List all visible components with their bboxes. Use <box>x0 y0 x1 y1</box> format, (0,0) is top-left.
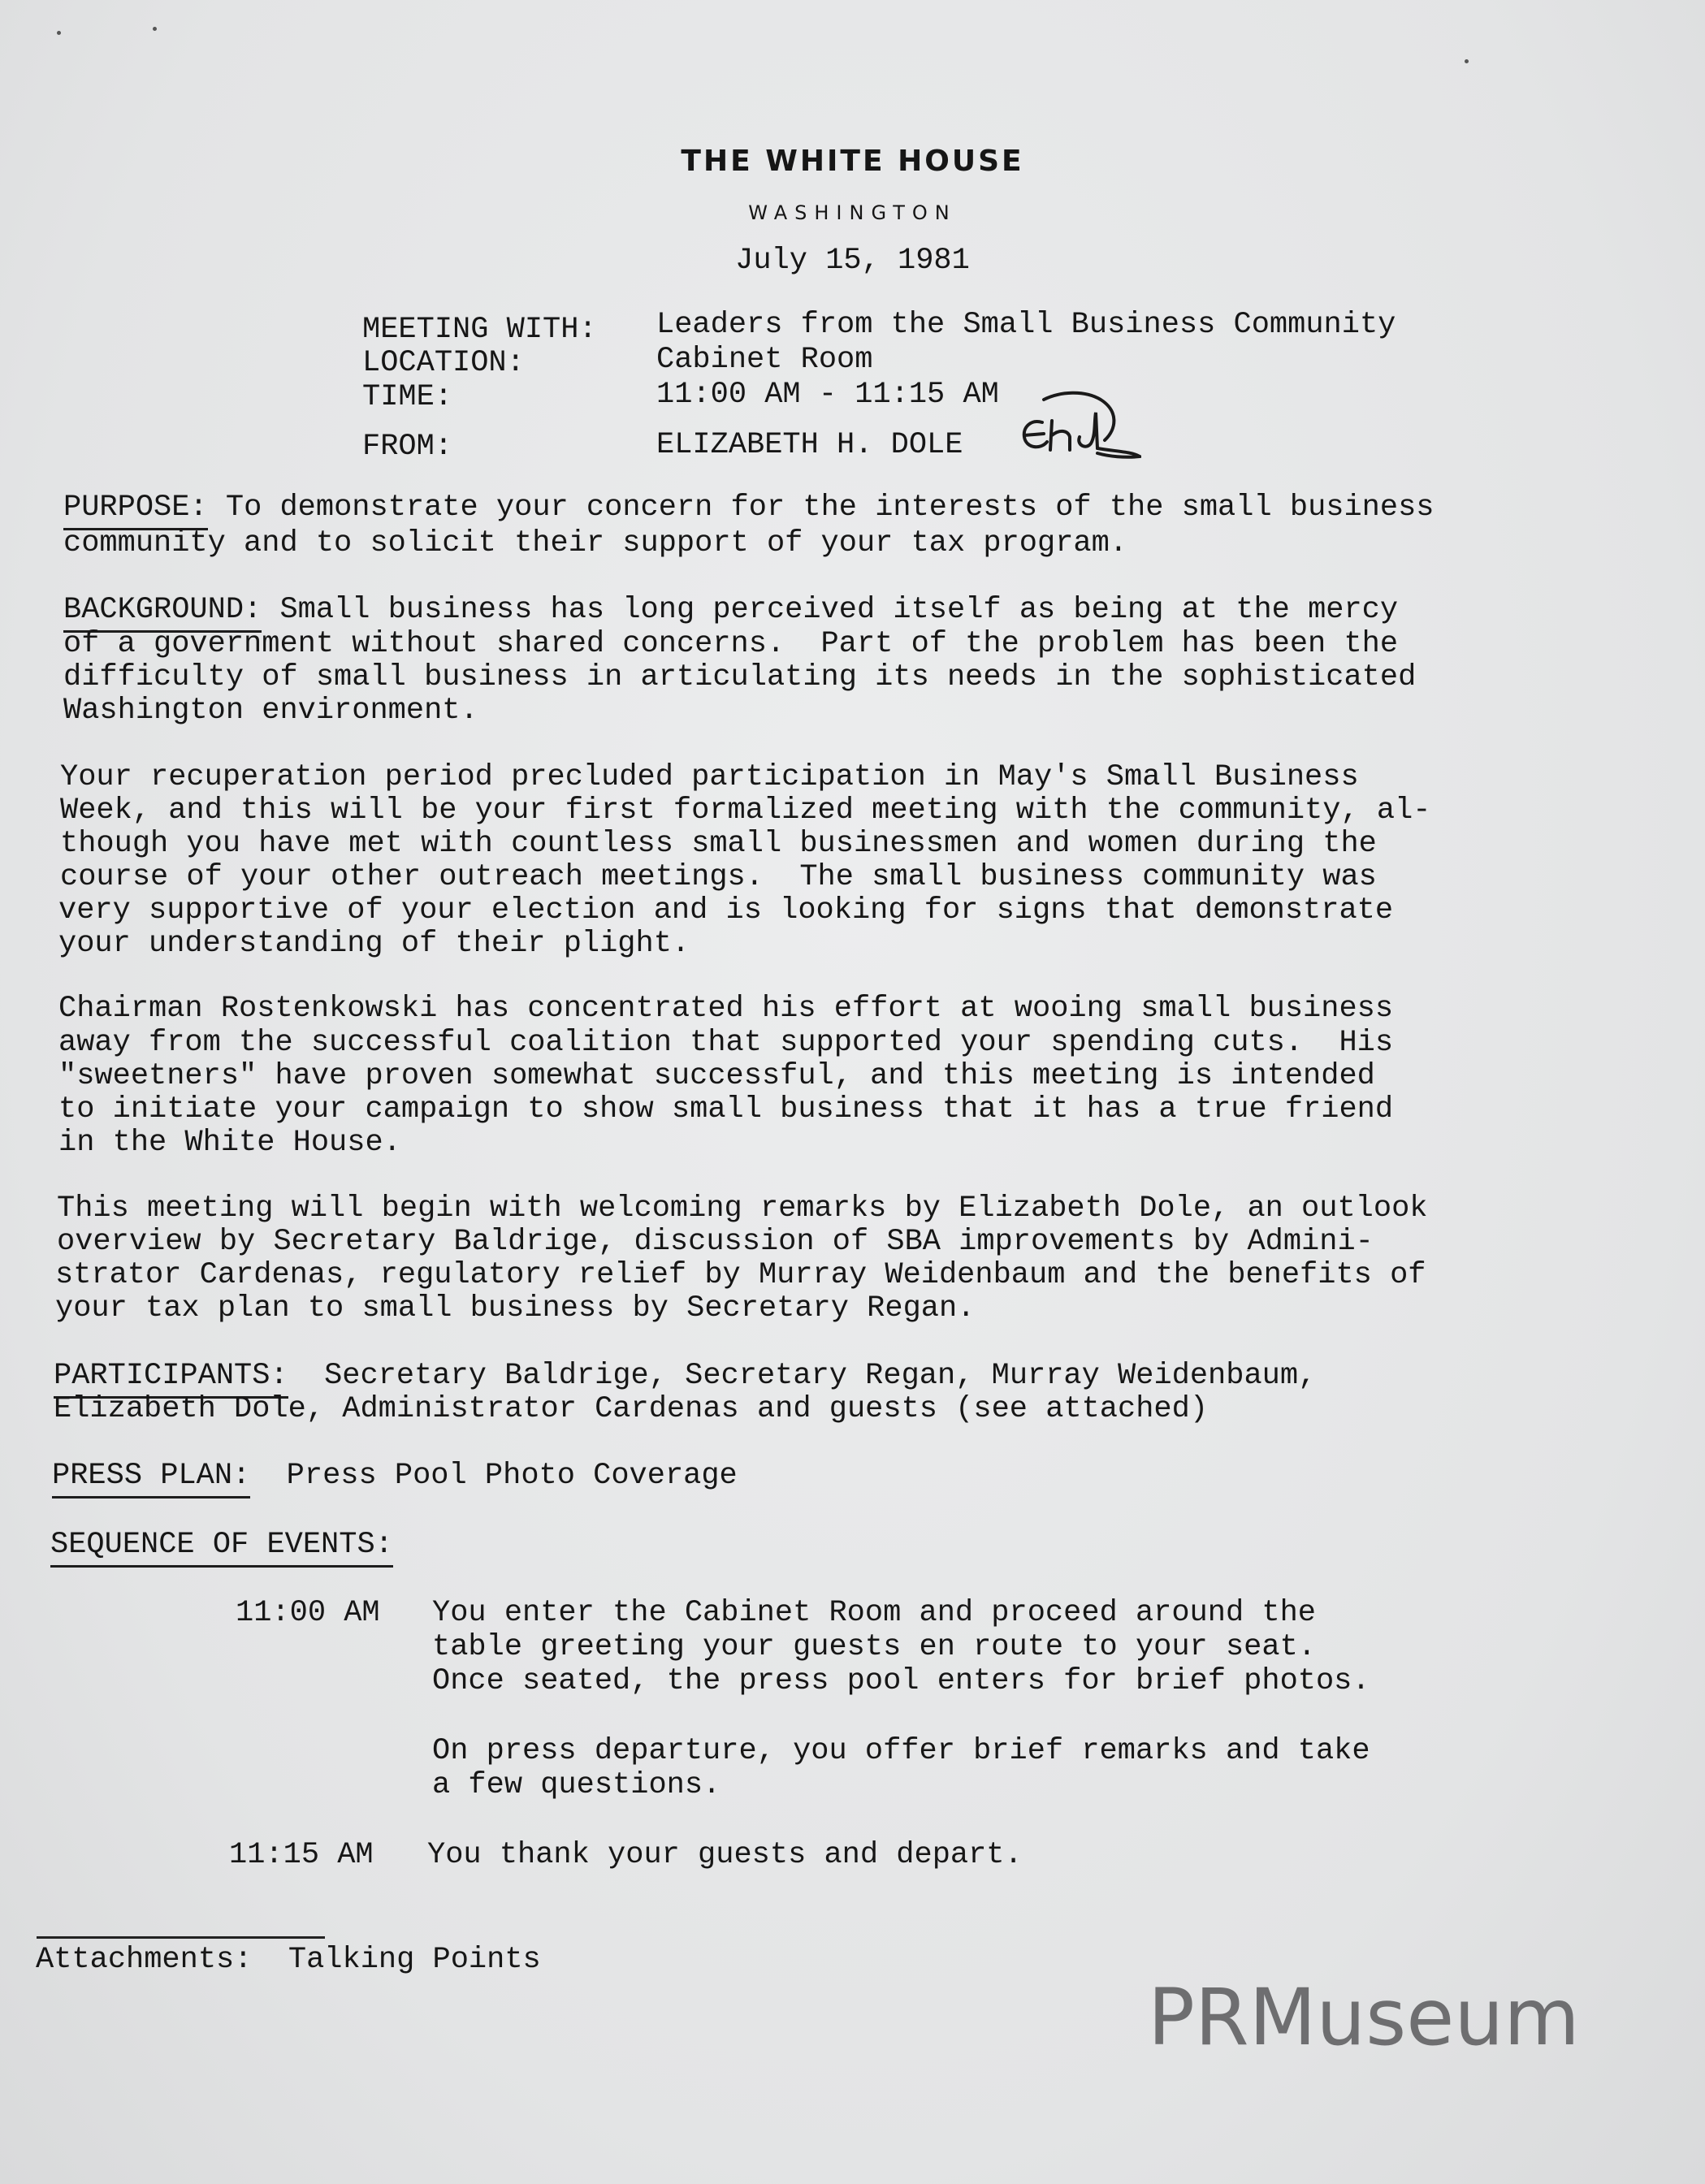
meeting-with-label: MEETING WITH: <box>362 313 597 347</box>
background-line: of a government without shared concerns. Part of the problem has been the <box>63 627 1399 661</box>
purpose-line: PURPOSE: To demonstrate your concern for the interests of the small business <box>63 491 1435 525</box>
event-line: On press departure, you offer brief remarks and take <box>432 1734 1370 1768</box>
background-line: your understanding of their plight. <box>58 927 690 961</box>
from-value: ELIZABETH H. DOLE <box>656 428 963 462</box>
participants-line: Elizabeth Dole, Administrator Cardenas and guests (see attached) <box>54 1392 1209 1426</box>
background-line: though you have met with countless small businessmen and women during the <box>60 827 1377 861</box>
event-line: table greeting your guests en route to your seat. <box>432 1630 1316 1664</box>
background-line: overview by Secretary Baldrige, discussion of SBA improvements by Admini- <box>57 1225 1374 1259</box>
event-line: You enter the Cabinet Room and proceed around the <box>432 1596 1316 1630</box>
sequence-line <box>50 1529 393 1563</box>
background-line: your tax plan to small business by Secretary Regan. <box>55 1291 976 1326</box>
press-plan-heading: PRESS PLAN: <box>52 1459 251 1493</box>
letterhead-city: WASHINGTON <box>748 201 957 224</box>
background-line: very supportive of your election and is looking for signs that demonstrate <box>58 893 1394 928</box>
background-line: "sweetners" have proven somewhat successful, and this meeting is intended <box>58 1059 1375 1093</box>
background-line: course of your other outreach meetings. The small business community was <box>60 860 1377 894</box>
background-heading: BACKGROUND: <box>63 593 262 627</box>
letterhead-title: THE WHITE HOUSE <box>681 145 1024 178</box>
press-plan-line: PRESS PLAN: Press Pool Photo Coverage <box>52 1459 738 1493</box>
event-time: 11:15 AM <box>229 1838 374 1872</box>
background-line: This meeting will begin with welcoming remarks by Elizabeth Dole, an outlook <box>57 1191 1428 1226</box>
event-line: Once seated, the press pool enters for brief photos. <box>432 1664 1370 1698</box>
background-line: Washington environment. <box>63 694 478 728</box>
background-line: to initiate your campaign to show small business that it has a true friend <box>58 1092 1394 1127</box>
participants-line: PARTICIPANTS: Secretary Baldrige, Secretary Regan, Murray Weidenbaum, <box>54 1359 1317 1393</box>
time-label: TIME: <box>362 380 453 414</box>
background-line: in the White House. <box>58 1126 401 1160</box>
event-time: 11:00 AM <box>236 1596 380 1630</box>
attachments-label: Attachments: <box>36 1943 253 1977</box>
purpose-line: community and to solicit their support of your tax program. <box>63 526 1128 560</box>
purpose-heading: PURPOSE: <box>63 491 208 525</box>
background-line: Week, and this will be your first formalized meeting with the community, al- <box>60 794 1431 828</box>
time-value: 11:00 AM - 11:15 AM <box>656 378 999 412</box>
event-line: You thank your guests and depart. <box>427 1838 1023 1872</box>
event-line: a few questions. <box>432 1768 721 1802</box>
location-label: LOCATION: <box>362 346 525 380</box>
paper-speck <box>1465 59 1469 63</box>
sequence-heading: SEQUENCE OF EVENTS: <box>50 1528 393 1562</box>
background-line: away from the successful coalition that supported your spending cuts. His <box>58 1026 1394 1060</box>
paper-speck <box>57 31 61 35</box>
background-line: Your recuperation period precluded participation in May's Small Business <box>60 760 1359 794</box>
attachments-line <box>36 1944 541 1978</box>
background-line: difficulty of small business in articulating its needs in the sophisticated <box>63 660 1417 694</box>
background-line: strator Cardenas, regulatory relief by Murray Weidenbaum and the benefits of <box>55 1258 1426 1292</box>
handwritten-signature <box>995 388 1141 463</box>
meeting-with-value: Leaders from the Small Business Community <box>656 308 1396 342</box>
attachments-value: Talking Points <box>288 1943 541 1977</box>
participants-heading: PARTICIPANTS: <box>54 1359 288 1393</box>
background-line: BACKGROUND: Small business has long perceived itself as being at the mercy <box>63 593 1399 627</box>
paper-speck <box>153 27 157 31</box>
watermark-text: PRMuseum <box>1148 1972 1580 2063</box>
from-label: FROM: <box>362 430 453 464</box>
background-line: Chairman Rostenkowski has concentrated his effort at wooing small business <box>58 992 1394 1026</box>
location-value: Cabinet Room <box>656 343 873 377</box>
memo-date: July 15, 1981 <box>735 244 970 278</box>
attachments-rule <box>37 1936 325 1939</box>
